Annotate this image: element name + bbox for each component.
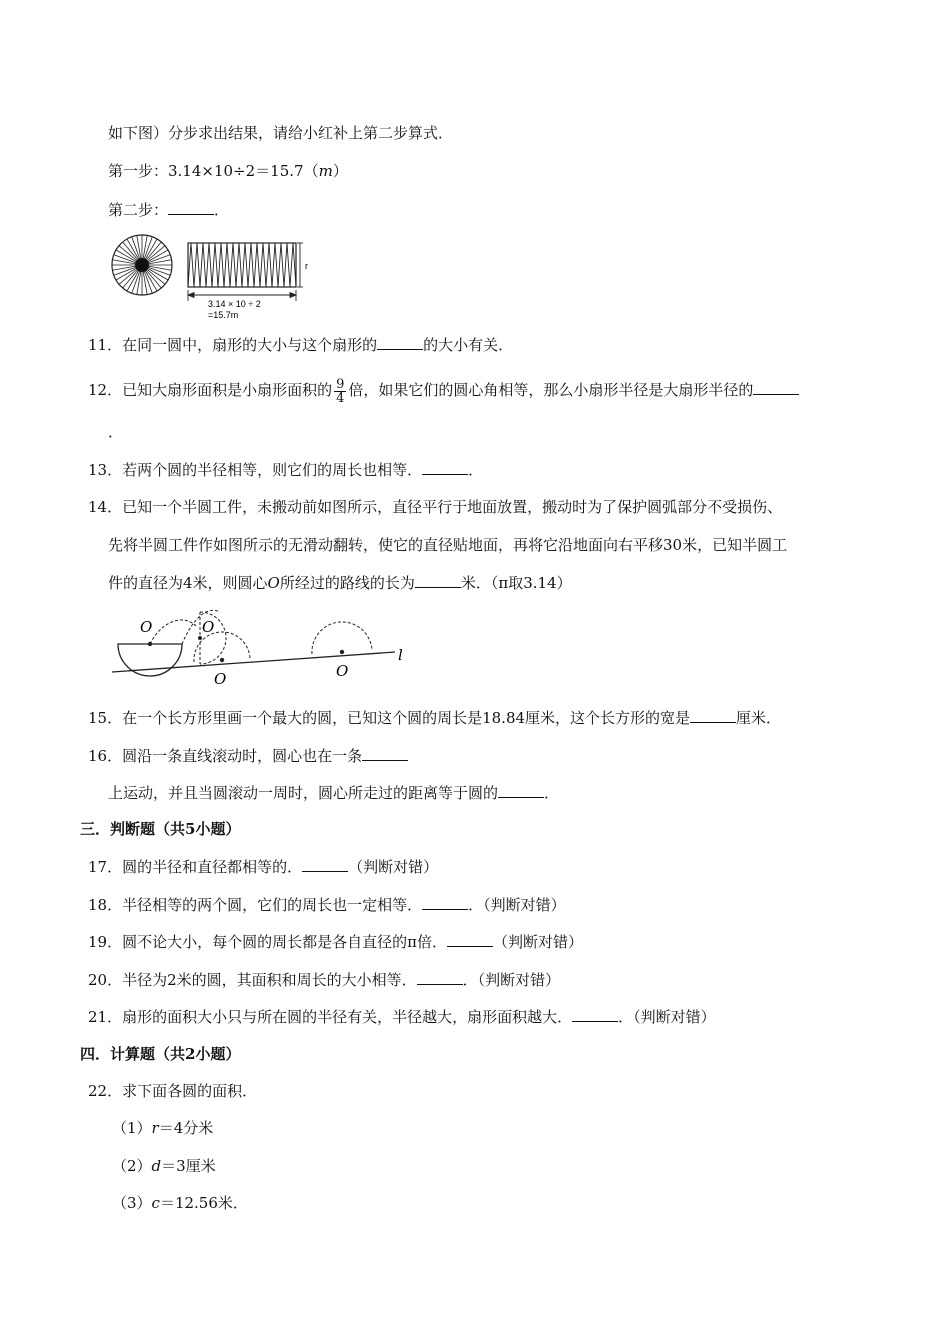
answer-blank (168, 199, 214, 215)
radius-label: r (305, 261, 308, 271)
answer-blank (498, 782, 544, 798)
question-14-line1: 14．已知一个半圆工件，未搬动前如图所示，直径平行于地面放置，搬动时为了保护圆弧部分不受损伤、 (88, 498, 783, 516)
rearranged-strip (188, 243, 296, 287)
answer-blank (362, 745, 408, 761)
o-label-start: O (140, 618, 153, 636)
answer-blank (422, 459, 468, 475)
question-14-line2: 先将半圆工件作如图所示的无滑动翻转，使它的直径贴地面，再将它沿地面向右平移30米，已知半圆工 (108, 536, 788, 554)
circle-rearrange-figure (104, 233, 322, 321)
answer-blank (572, 1006, 618, 1022)
answer-blank (753, 379, 799, 395)
question-21: 21．扇形的面积大小只与所在圆的半径有关，半径越大，扇形面积越大． ．（判断对错） (88, 1008, 716, 1026)
question-22-part-1: （1）r＝4分米 (112, 1119, 214, 1137)
question-16-line2: 上运动，并且当圆滚动一周时，圆心所走过的距离等于圆的 ． (108, 784, 560, 802)
fraction-nine-fourths: $\frac{9}{4}$ (336, 376, 345, 406)
question-22-part-3: （3）c＝12.56米． (112, 1194, 248, 1212)
step-one: 第一步：3.14×10÷2＝15.7（m） (108, 162, 348, 180)
question-15: 15．在一个长方形里画一个最大的圆，已知这个圆的周长是18.84厘米，这个长方形的宽是 厘米． (88, 709, 782, 727)
question-12: 12．已知大扇形面积是小扇形面积的 $\frac{9}{4}$ 倍，如果它们的圆心角相等，那么小扇形半径是大扇形半径的 (88, 376, 799, 405)
question-16: 16．圆沿一条直线滚动时，圆心也在一条 (88, 745, 408, 766)
question-13: 13．若两个圆的半径相等，则它们的周长也相等． ． (88, 461, 484, 479)
semicircle-roll-figure (110, 606, 415, 692)
question-22: 22．求下面各圆的面积． (88, 1082, 258, 1100)
line-label: l (398, 646, 403, 664)
question-14-line3: 件的直径为4米，则圆心O所经过的路线的长为 米．（π取3.14） (108, 574, 572, 592)
problem-10-text: 如下图）分步求出结果，请给小红补上第二步算式． (108, 124, 454, 142)
strip-length-result: =15.7m (208, 310, 239, 320)
answer-blank (377, 334, 423, 350)
o-label-flip: O (202, 618, 215, 636)
answer-blank (302, 856, 348, 872)
o-label-ground: O (214, 670, 227, 688)
question-22-part-2: （2）d＝3厘米 (112, 1157, 216, 1175)
o-label-end: O (336, 662, 349, 680)
answer-blank (415, 572, 461, 588)
answer-blank (417, 969, 463, 985)
question-12-end: ． (108, 423, 124, 441)
strip-length-label: 3.14 × 10 ÷ 2 (208, 299, 261, 309)
sector-circle (112, 235, 172, 295)
question-20: 20．半径为2米的圆，其面积和周长的大小相等． ．（判断对错） (88, 971, 561, 989)
answer-blank (447, 931, 493, 947)
question-19: 19．圆不论大小，每个圆的周长都是各自直径的π倍． （判断对错） (88, 933, 583, 951)
section-4-heading: 四．计算题（共2小题） (80, 1045, 241, 1063)
answer-blank (422, 894, 468, 910)
question-18: 18．半径相等的两个圆，它们的周长也一定相等． ．（判断对错） (88, 896, 566, 914)
step-two: 第二步： ． (108, 201, 230, 219)
answer-blank (690, 707, 736, 723)
question-17: 17．圆的半径和直径都相等的． （判断对错） (88, 858, 439, 876)
question-11: 11．在同一圆中，扇形的大小与这个扇形的 的大小有关． (88, 336, 514, 354)
section-3-heading: 三．判断题（共5小题） (80, 820, 241, 838)
